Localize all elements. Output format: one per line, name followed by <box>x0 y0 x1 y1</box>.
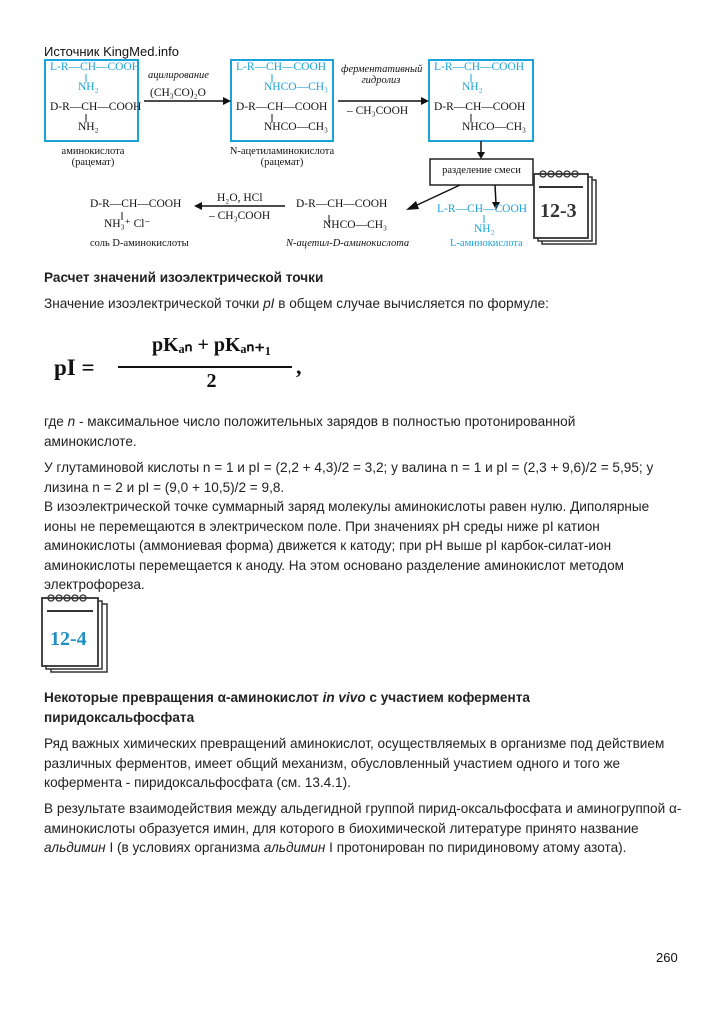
acid-hydrolysis-reagent: H₂O, HCl <box>217 192 263 204</box>
n-acetyl-d-line2: NHCO—CH₃ <box>264 121 329 133</box>
section-heading-isoelectric: Расчет значений изоэлектрической точки <box>44 270 324 285</box>
hydrolyzed-l-line1: L-R—CH—COOH <box>434 61 525 73</box>
badge-12-3-label: 12-3 <box>540 200 577 222</box>
hydrolysis-label: ферментативный гидролиз <box>341 64 423 86</box>
n-acetyl-l-line1: L-R—CH—COOH <box>236 61 327 73</box>
isoelectric-paragraph: В изоэлектрической точке суммарный заряд молекулы аминокислоты равен нулю. Диполярные ионы не перемещаются в электрическом поле. При значениях pH среды ниже pI катион аминокислоты (аммониевая форма) движется к катоду; при pH выше pI карбок-силат-ион аминокислоты перемещается к аноду. На этом основано разделение аминокислот методом электрофореза. <box>44 499 650 592</box>
examples-paragraph: У глутаминовой кислоты n = 1 и pI = (2,2 + 4,3)/2 = 3,2; у валина n = 1 и pI = (2,3 + 9,6)/2 = 5,95; у лизина n = 2 и pI = (9,0 + 10,5)/2 = 9,8. <box>44 460 654 495</box>
l-product-line1: L-R—CH—COOH <box>437 203 528 215</box>
n-acetyl-l-line2: NHCO—CH₃ <box>264 81 329 93</box>
d-salt-caption: соль D-аминокислоты <box>90 238 189 249</box>
racemate-d-line2: NH₂ <box>78 121 99 133</box>
section-heading-pyridoxal: Некоторые превращения α-аминокислот in vivo с участием кофермента пиридоксальфосфата <box>44 690 530 725</box>
n-acetyl-racemate-caption: N-ацетиламинокислота (рацемат) <box>229 146 335 168</box>
l-product-caption: L-аминокислота <box>450 238 523 249</box>
hydrolyzed-l-line2: NH₂ <box>462 81 483 93</box>
page-number: 260 <box>656 950 678 965</box>
acylation-label: ацилирование <box>148 70 209 81</box>
aldimine-paragraph: В результате взаимодействия между альдегидной группой пирид-оксальфосфата и аминогруппой α-аминокислоты образуется имин, для которого в биохимической литературе принято название альдимин I (в условиях организма альдимин I протонирован по пиридиновому атому азота). <box>44 801 682 855</box>
where-paragraph: где n - максимальное число положительных зарядов в полностью протонированной аминокислоте. <box>44 414 576 449</box>
d-salt-line1: D-R—CH—COOH <box>90 198 182 210</box>
hydrolysis-byproduct: – CH₃COOH <box>347 105 409 117</box>
acylation-reagent: (CH₃CO)₂O <box>150 87 206 99</box>
source-label: Источник KingMed.info <box>44 44 179 59</box>
racemate-caption: аминокислота (рацемат) <box>61 146 125 168</box>
isoelectric-formula <box>44 330 324 400</box>
separation-label: разделение смеси <box>442 165 521 176</box>
hydrolyzed-d-line1: D-R—CH—COOH <box>434 101 526 113</box>
badge-12-4-label: 12-4 <box>50 628 87 650</box>
l-product-line2: NH₂ <box>474 223 495 235</box>
reactions-paragraph: Ряд важных химических превращений аминокислот, осуществляемых в организме под действием различных ферментов, имеет общий механизм, обусловленный участием одного и того же кофермента - пиридоксальфосфата (см. 13.4.1). <box>44 736 665 790</box>
to-l-arrow <box>495 185 496 204</box>
n-acetyl-d-line1: D-R—CH—COOH <box>236 101 328 113</box>
acid-hydrolysis-byproduct: – CH₃COOH <box>209 210 271 222</box>
racemate-l-line2: NH₂ <box>78 81 99 93</box>
formula-intro-paragraph: Значение изоэлектрической точки pI в общем случае вычисляется по формуле: <box>44 296 549 311</box>
racemate-l-line1: L-R—CH—COOH <box>50 61 141 73</box>
fraction-line <box>118 366 292 368</box>
n-acetyl-d-product-line2: NHCO—CH₃ <box>323 219 388 231</box>
racemate-d-line1: D-R—CH—COOH <box>50 101 142 113</box>
n-acetyl-d-product-line1: D-R—CH—COOH <box>296 198 388 210</box>
formula-lhs: pI = <box>54 355 95 380</box>
n-acetyl-d-caption: N-ацетил-D-аминокислота <box>286 238 410 249</box>
d-salt-line2: NH₃⁺ Cl⁻ <box>104 218 151 230</box>
notebook-badge-12-3 <box>532 168 600 248</box>
formula-trailing-comma: , <box>296 354 302 379</box>
hydrolyzed-d-line2: NHCO—CH₃ <box>462 121 527 133</box>
formula-numerator: pKₐₙ + pKₐₙ₊₁ <box>152 334 271 356</box>
notebook-badge-12-4 <box>40 592 110 676</box>
formula-denominator: 2 <box>206 370 217 392</box>
